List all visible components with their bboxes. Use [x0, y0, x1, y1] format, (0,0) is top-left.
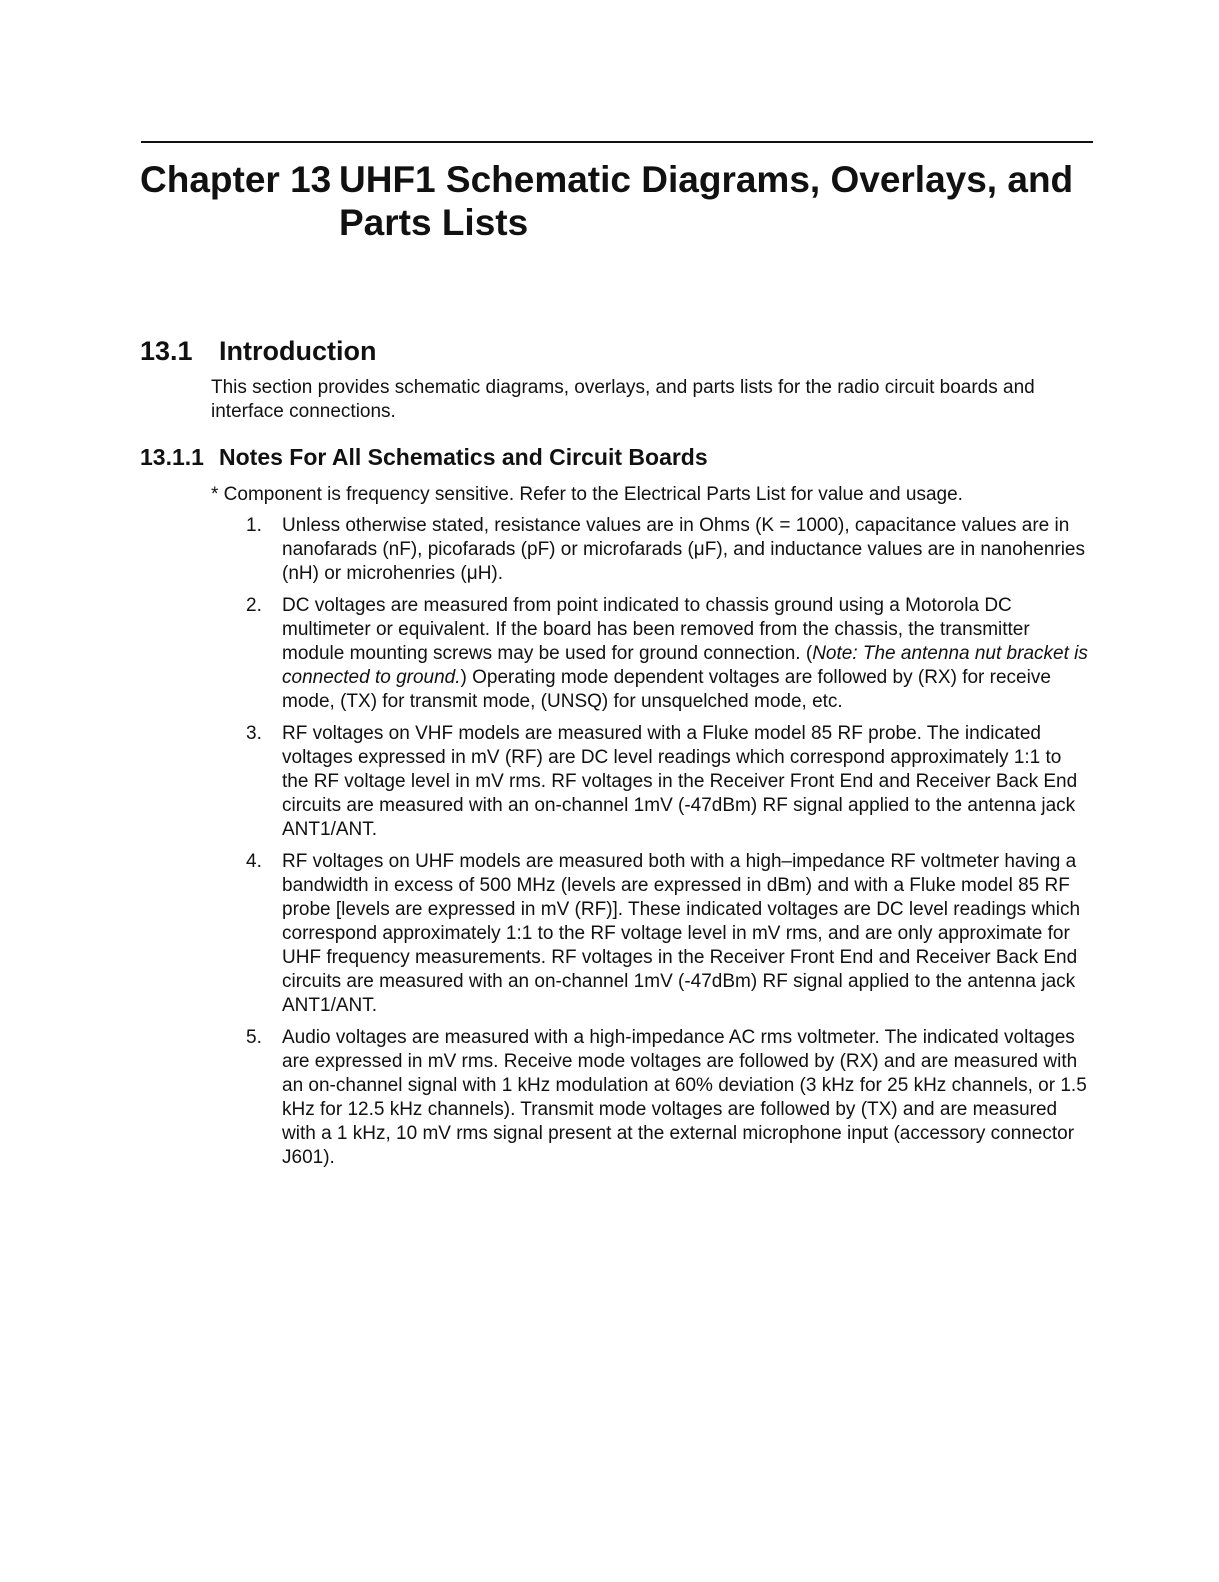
list-item-text: Audio voltages are measured with a high-impedance AC rms voltmeter. The indicated voltages are expressed in mV rms. Receive mode voltages are followed by (RX) and are measured with an on-channel signal with 1 kHz modulation at 60% deviation (3 kHz for 25 kHz channels, or 1.5 kHz for 12.5 kHz channels). Transmit mode voltages are followed by (TX) and are measured with a 1 kHz, 10 mV rms signal present at the external microphone input (accessory connector J601). [282, 1027, 1087, 1168]
list-item-text-after: ) Operating mode dependent voltages are followed by (RX) for receive mode, (TX) for transmit mode, (UNSQ) for unsquelched mode, etc. [282, 667, 1051, 712]
list-item-text: Unless otherwise stated, resistance values are in Ohms (K = 1000), capacitance values are in nanofarads (nF), picofarads (pF) or microfarads (μF), and inductance values are in nanohenries (nH) or microhenries (μH). [282, 515, 1086, 584]
subsection-heading [140, 443, 708, 471]
list-item [246, 722, 1092, 842]
list-item-number: 3. [246, 723, 262, 744]
section-title: Introduction [219, 336, 377, 366]
list-item-text [282, 595, 1088, 712]
list-item-italic-note: Note: The antenna nut bracket is connected to ground. [282, 643, 1088, 688]
list-item-text-before: DC voltages are measured from point indicated to chassis ground using a Motorola DC multimeter or equivalent. If the board has been removed from the chassis, the transmitter module mounting screws may be used for ground connection. ( [282, 595, 1030, 664]
list-item-text: RF voltages on VHF models are measured with a Fluke model 85 RF probe. The indicated voltages expressed in mV (RF) are DC level readings which correspond approximately 1:1 to the RF voltage level in mV rms. RF voltages in the Receiver Front End and Receiver Back End circuits are measured with an on-channel 1mV (-47dBm) RF signal applied to the antenna jack ANT1/ANT. [282, 723, 1078, 840]
list-item [246, 1026, 1092, 1170]
list-item-number: 2. [246, 595, 262, 616]
notes-list [246, 514, 1092, 1178]
subsection-title: Notes For All Schematics and Circuit Boards [219, 444, 708, 470]
chapter-label: Chapter 13 [140, 159, 332, 200]
section-number: 13.1 [140, 336, 193, 366]
chapter-title: UHF1 Schematic Diagrams, Overlays, and Parts Lists [339, 159, 1074, 243]
section-intro-paragraph: This section provides schematic diagrams, overlays, and parts lists for the radio circuit boards and interface connections. [211, 377, 1035, 422]
section-heading [140, 335, 376, 367]
list-item [246, 594, 1092, 714]
asterisk-note: * Component is frequency sensitive. Refer to the Electrical Parts List for value and usage. [211, 484, 963, 505]
list-item-text: RF voltages on UHF models are measured both with a high–impedance RF voltmeter having a bandwidth in excess of 500 MHz (levels are expressed in dBm) and with a Fluke model 85 RF probe [levels are expressed in mV (RF)]. These indicated voltages are DC level readings which correspond approximately 1:1 to the RF voltage level in mV rms, and are only approximate for UHF frequency measurements. RF voltages in the Receiver Front End and Receiver Back End circuits are measured with an on-channel 1mV (-47dBm) RF signal applied to the antenna jack ANT1/ANT. [282, 851, 1081, 1016]
list-item [246, 514, 1092, 586]
subsection-number: 13.1.1 [140, 444, 204, 470]
list-item [246, 850, 1092, 1018]
list-item-number: 5. [246, 1027, 262, 1048]
header-rule [141, 141, 1093, 143]
list-item-number: 1. [246, 515, 262, 536]
list-item-number: 4. [246, 851, 262, 872]
